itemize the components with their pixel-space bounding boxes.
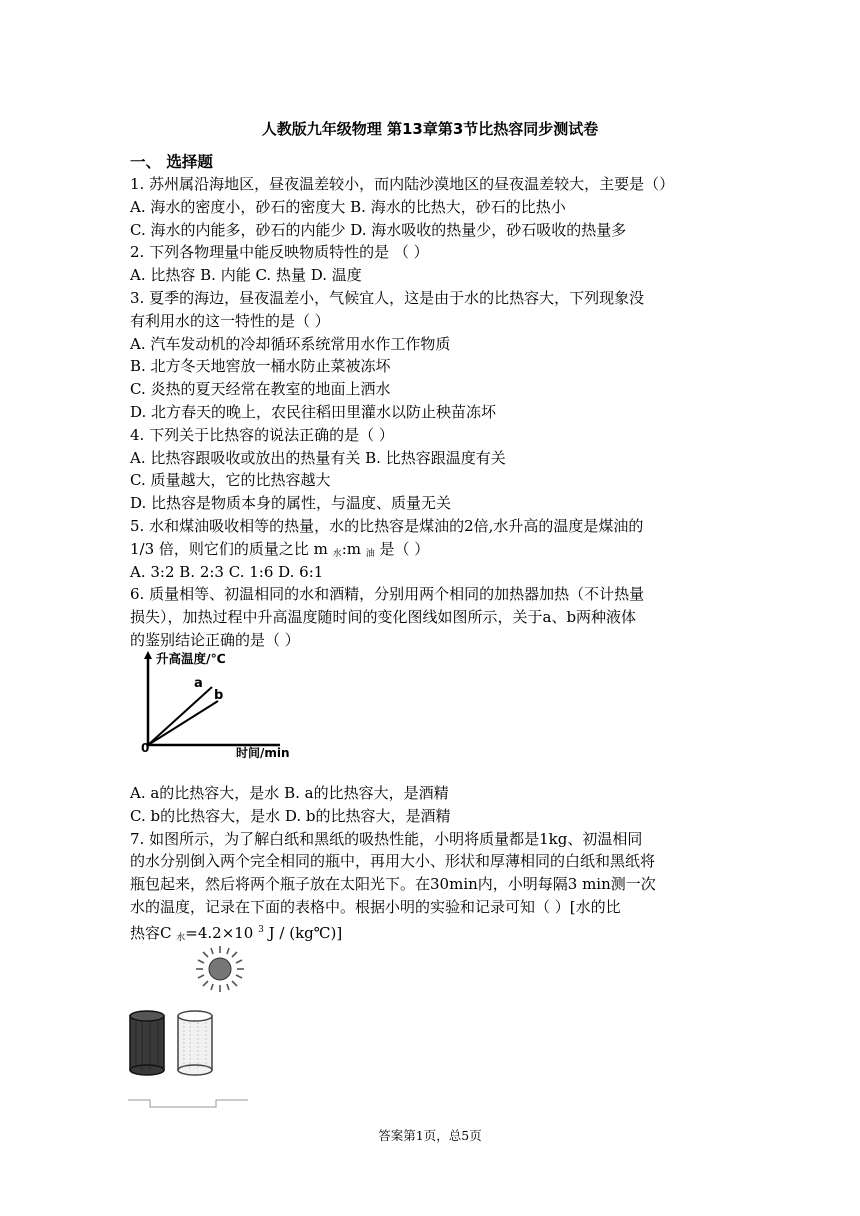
white-bottle-icon bbox=[176, 1010, 216, 1076]
superscript-exponent: 3 bbox=[258, 924, 264, 935]
text-line: 3. 夏季的海边，昼夜温差小，气候宜人，这是由于水的比热容大，下列现象没 bbox=[130, 288, 645, 307]
text-line: A. 3:2 B. 2:3 C. 1:6 D. 6:1 bbox=[130, 562, 324, 581]
text-line: 瓶包起来，然后将两个瓶子放在太阳光下。在30min内，小明每隔3 min测一次 bbox=[130, 875, 656, 894]
question-text bbox=[130, 173, 730, 652]
page-title: 人教版九年级物理 第13章第3节比热容同步测试卷 bbox=[261, 120, 599, 138]
text-line: B. 北方冬天地窖放一桶水防止菜被冻坏 bbox=[130, 357, 391, 376]
question-text-2 bbox=[130, 782, 730, 942]
text-line: 5. 水和煤油吸收相等的热量，水的比热容是煤油的2倍,水升高的温度是煤油的 bbox=[130, 516, 644, 535]
page-footer: 答案第1页，总5页 bbox=[378, 1128, 482, 1143]
text-line: 2. 下列各物理量中能反映物质特性的是 （ ） bbox=[130, 243, 429, 262]
q5-ratio-line bbox=[130, 538, 730, 561]
temperature-time-graph bbox=[130, 645, 290, 760]
table-edge bbox=[128, 1096, 248, 1110]
text-line: 的鉴别结论正确的是（ ） bbox=[130, 630, 300, 649]
section-heading: 一、 选择题 bbox=[130, 153, 213, 171]
q7-heat-text: 热容C bbox=[130, 923, 177, 942]
subscript-oil: 油 bbox=[365, 548, 375, 559]
q7-heat-line bbox=[130, 919, 730, 942]
graph-label-a: a bbox=[194, 676, 203, 691]
graph-origin: 0 bbox=[141, 741, 150, 755]
text-line: A. 汽车发动机的冷却循环系统常用水作工作物质 bbox=[130, 334, 451, 353]
text-line: C. 质量越大，它的比热容越大 bbox=[130, 471, 331, 490]
text-line: 水的温度，记录在下面的表格中。根据小明的实验和记录可知（ ）[水的比 bbox=[130, 897, 621, 916]
black-bottle-icon bbox=[128, 1010, 168, 1076]
graph-xlabel: 时间/min bbox=[236, 746, 290, 760]
graph-label-b: b bbox=[214, 688, 224, 703]
text-line: 的水分别倒入两个完全相同的瓶中，再用大小、形状和厚薄相同的白纸和黑纸将 bbox=[130, 852, 656, 871]
q5-ratio-text: 1/3 倍，则它们的质量之比 m bbox=[130, 539, 333, 558]
text-line: A. 比热容跟吸收或放出的热量有关 B. 比热容跟温度有关 bbox=[130, 448, 506, 467]
subscript-water: 水 bbox=[332, 548, 342, 559]
text-line: 7. 如图所示，为了解白纸和黑纸的吸热性能，小明将质量都是1kg、初温相同 bbox=[130, 829, 643, 848]
text-line: A. 海水的密度小，砂石的密度大 B. 海水的比热大，砂石的比热小 bbox=[130, 197, 566, 216]
text-line: C. 海水的内能多，砂石的内能少 D. 海水吸收的热量少，砂石吸收的热量多 bbox=[130, 220, 627, 239]
q7-heat-value: =4.2×10 bbox=[185, 923, 259, 942]
text-line: D. 比热容是物质本身的属性，与温度、质量无关 bbox=[130, 494, 452, 513]
text-line: 1. 苏州属沿海地区，昼夜温差较小，而内陆沙漠地区的昼夜温差较大，主要是（） bbox=[130, 175, 675, 193]
q5-ratio-end: 是（ ） bbox=[374, 539, 430, 558]
text-line: 6. 质量相等、初温相同的水和酒精，分别用两个相同的加热器加热（不计热量 bbox=[130, 585, 645, 604]
text-line: A. a的比热容大，是水 B. a的比热容大，是酒精 bbox=[130, 784, 449, 802]
subscript-water: 水 bbox=[176, 932, 186, 943]
text-line: C. b的比热容大，是水 D. b的比热容大，是酒精 bbox=[130, 806, 451, 825]
q7-heat-unit: J / (kg℃)] bbox=[263, 923, 343, 942]
q5-ratio-mid: :m bbox=[341, 539, 366, 558]
sun-icon bbox=[192, 944, 248, 994]
text-line: 4. 下列关于比热容的说法正确的是（ ） bbox=[130, 425, 394, 444]
text-line: C. 炎热的夏天经常在教室的地面上洒水 bbox=[130, 380, 391, 399]
text-line: D. 北方春天的晚上，农民往稻田里灌水以防止秧苗冻坏 bbox=[130, 402, 497, 421]
graph-ylabel: 升高温度/℃ bbox=[156, 651, 226, 666]
text-line: 损失），加热过程中升高温度随时间的变化图线如图所示，关于a、b两种液体 bbox=[130, 608, 637, 627]
text-line: A. 比热容 B. 内能 C. 热量 D. 温度 bbox=[130, 266, 362, 285]
text-line: 有利用水的这一特性的是（ ） bbox=[130, 311, 330, 330]
